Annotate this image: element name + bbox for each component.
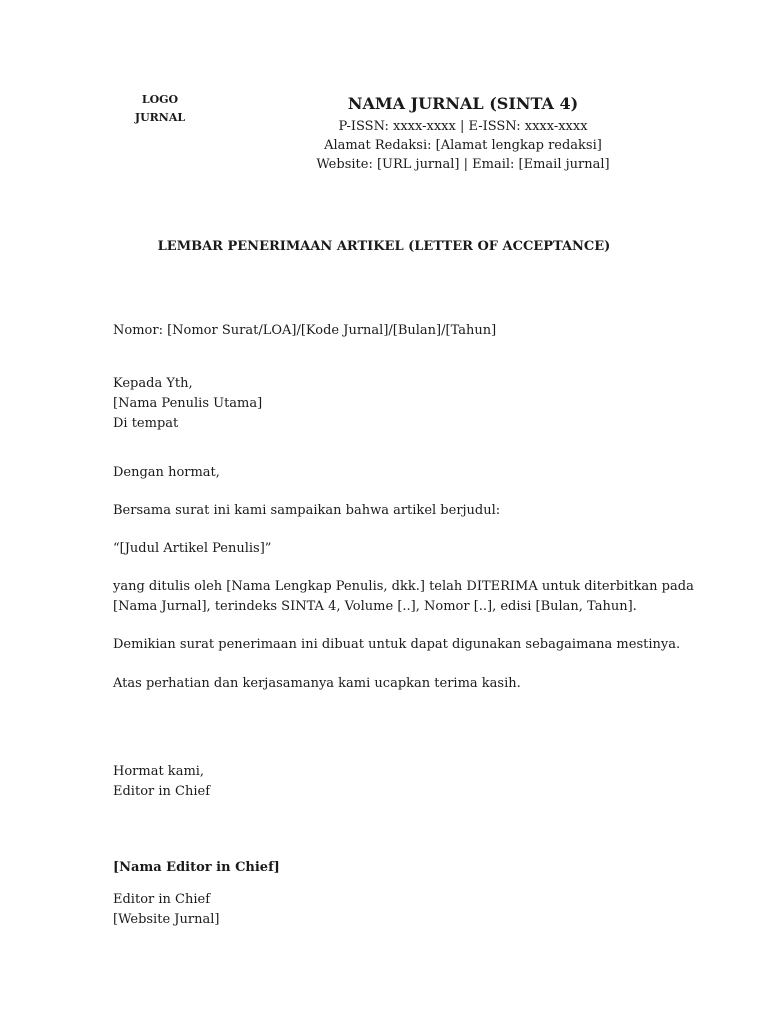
journal-address: Alamat Redaksi: [Alamat lengkap redaksi] xyxy=(324,138,602,153)
letter-number: Nomor: [Nomor Surat/LOA]/[Kode Jurnal]/[Bulan]/[Tahun] xyxy=(113,323,497,338)
signer-website: [Website Jurnal] xyxy=(113,912,220,927)
journal-contact: Website: [URL jurnal] | Email: [Email jurnal] xyxy=(316,157,610,172)
signer-role: Editor in Chief xyxy=(113,892,211,907)
document-title: LEMBAR PENERIMAAN ARTIKEL (LETTER OF ACCEPTANCE) xyxy=(157,239,611,254)
logo-text-line2: JURNAL xyxy=(134,111,186,124)
signer-block xyxy=(113,890,673,930)
recipient-line1: Kepada Yth, xyxy=(113,376,193,391)
journal-name: NAMA JURNAL (SINTA 4) xyxy=(347,94,579,113)
closing-paragraph-1: Demikian surat penerimaan ini dibuat untuk dapat digunakan sebagaimana mestinya. xyxy=(113,637,681,652)
signer-name: [Nama Editor in Chief] xyxy=(113,860,280,875)
logo-text-line1: LOGO xyxy=(141,93,179,106)
journal-issn: P-ISSN: xxxx-xxxx | E-ISSN: xxxx-xxxx xyxy=(338,119,588,134)
acceptance-line2: [Nama Jurnal], terindeks SINTA 4, Volume [..], Nomor [..], edisi [Bulan, Tahun]. xyxy=(113,599,637,614)
acceptance-paragraph xyxy=(113,577,694,617)
closing-paragraph-2: Atas perhatian dan kerjasamanya kami ucapkan terima kasih. xyxy=(113,676,521,691)
signoff-block xyxy=(113,762,673,802)
intro-paragraph: Bersama surat ini kami sampaikan bahwa artikel berjudul: xyxy=(113,503,501,518)
recipient-block xyxy=(113,374,673,434)
signoff-line2: Editor in Chief xyxy=(113,784,211,799)
article-title: “[Judul Artikel Penulis]” xyxy=(113,541,272,556)
recipient-name: [Nama Penulis Utama] xyxy=(113,396,263,411)
signoff-line1: Hormat kami, xyxy=(113,764,205,779)
journal-logo-placeholder xyxy=(112,91,208,127)
salutation: Dengan hormat, xyxy=(113,465,220,480)
recipient-place: Di tempat xyxy=(113,416,179,431)
letterhead xyxy=(300,92,626,174)
acceptance-line1: yang ditulis oleh [Nama Lengkap Penulis, dkk.] telah DITERIMA untuk diterbitkan pada xyxy=(113,579,694,594)
